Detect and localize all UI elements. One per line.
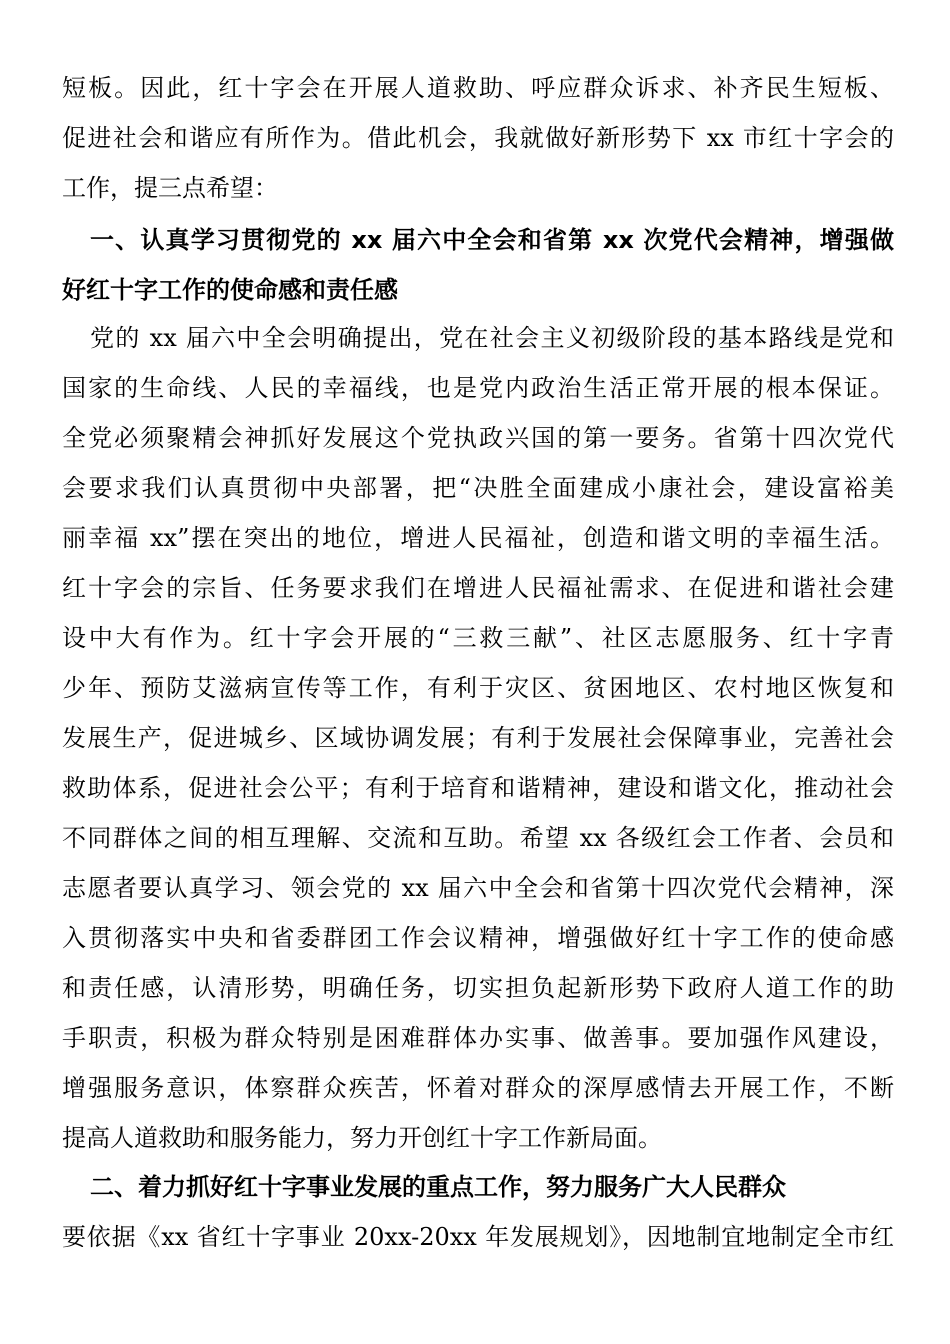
text-line-14: 发展生产，促进城乡、区域协调发展；有利于发展社会保障事业，完善社会: [62, 724, 894, 752]
text-line-10: 丽幸福 xx”摆在突出的地位，增进人民福祉，创造和谐文明的幸福生活。: [62, 524, 894, 552]
text-line-1: 短板。因此，红十字会在开展人道救助、呼应群众诉求、补齐民生短板、: [62, 74, 894, 102]
text-line-18: 入贯彻落实中央和省委群团工作会议精神，增强做好红十字工作的使命感: [62, 924, 894, 952]
text-line-22: 提高人道救助和服务能力，努力开创红十字工作新局面。: [62, 1124, 662, 1152]
section-heading-1-line-2: 好红十字工作的使命感和责任感: [62, 276, 398, 304]
text-line-19: 和责任感，认清形势，明确任务，切实担负起新形势下政府人道工作的助: [62, 974, 894, 1002]
text-line-24: 要依据《xx 省红十字事业 20xx-20xx 年发展规划》，因地制宜地制定全市红: [62, 1223, 894, 1251]
text-line-3: 工作，提三点希望：: [62, 174, 278, 202]
text-line-21: 增强服务意识，体察群众疾苦，怀着对群众的深厚感情去开展工作，不断: [62, 1074, 894, 1102]
text-line-17: 志愿者要认真学习、领会党的 xx 届六中全会和省第十四次党代会精神，深: [62, 874, 894, 902]
text-line-16: 不同群体之间的相互理解、交流和互助。希望 xx 各级红会工作者、会员和: [62, 824, 894, 852]
text-line-12: 设中大有作为。红十字会开展的“三救三献”、社区志愿服务、红十字青: [62, 624, 894, 652]
section-heading-2: 二、着力抓好红十字事业发展的重点工作，努力服务广大人民群众: [90, 1173, 786, 1201]
text-line-11: 红十字会的宗旨、任务要求我们在增进人民福祉需求、在促进和谐社会建: [62, 574, 894, 602]
text-line-6: 党的 xx 届六中全会明确提出，党在社会主义初级阶段的基本路线是党和: [90, 324, 894, 352]
text-line-13: 少年、预防艾滋病宣传等工作，有利于灾区、贫困地区、农村地区恢复和: [62, 674, 894, 702]
text-line-8: 全党必须聚精会神抓好发展这个党执政兴国的第一要务。省第十四次党代: [62, 424, 894, 452]
text-line-2: 促进社会和谐应有所作为。借此机会，我就做好新形势下 xx 市红十字会的: [62, 124, 894, 152]
text-line-15: 救助体系，促进社会公平；有利于培育和谐精神，建设和谐文化，推动社会: [62, 774, 894, 802]
text-line-9: 会要求我们认真贯彻中央部署，把“决胜全面建成小康社会，建设富裕美: [62, 474, 894, 502]
section-heading-1-line-1: 一、认真学习贯彻党的 xx 届六中全会和省第 xx 次党代会精神，增强做: [90, 226, 894, 254]
text-line-20: 手职责，积极为群众特别是困难群体办实事、做善事。要加强作风建设，: [62, 1024, 894, 1052]
text-line-7: 国家的生命线、人民的幸福线，也是党内政治生活正常开展的根本保证。: [62, 374, 894, 402]
